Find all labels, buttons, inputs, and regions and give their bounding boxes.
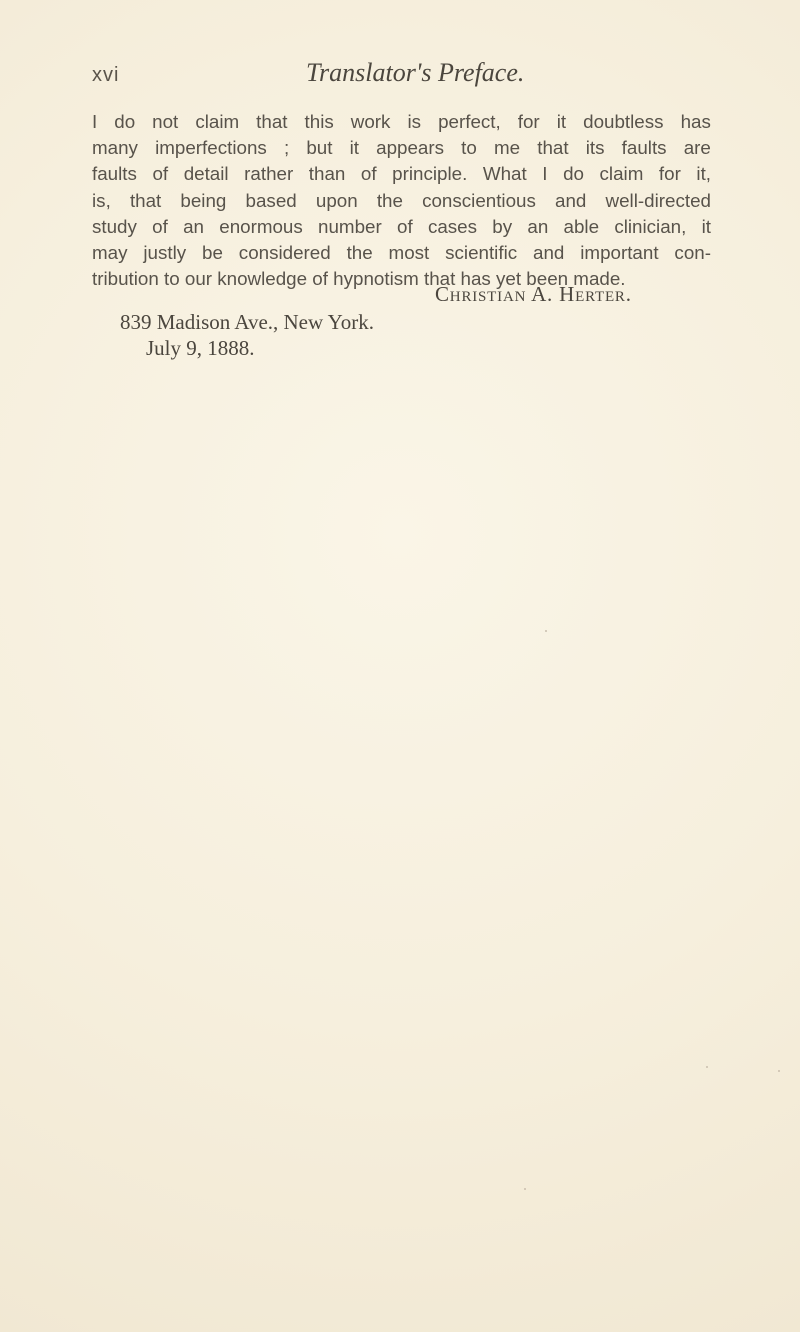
address: 839 Madison Ave., New York.: [120, 310, 374, 334]
word: for: [517, 111, 540, 132]
word: important: [580, 241, 659, 263]
word: me: [494, 137, 521, 159]
word: has: [680, 111, 711, 132]
word: many: [92, 137, 138, 159]
word: faults: [621, 137, 667, 159]
word: perfect,: [438, 111, 501, 132]
word: imperfections: [155, 137, 267, 159]
paper-speck: [706, 1066, 708, 1068]
word: this: [304, 111, 334, 132]
word: is: [407, 111, 422, 132]
text-line-1: [92, 109, 711, 135]
word: but: [306, 137, 333, 159]
word: of: [397, 215, 413, 237]
word: it: [349, 137, 359, 159]
text-line-2: [92, 135, 711, 161]
word: considered: [238, 241, 331, 263]
word: the: [376, 189, 403, 211]
word: an: [183, 215, 204, 237]
word: of: [152, 215, 168, 237]
word: it,: [696, 163, 711, 185]
date: July 9, 1888.: [146, 336, 255, 360]
word: principle.: [392, 163, 468, 185]
word: study: [92, 215, 137, 237]
word: upon: [315, 189, 358, 211]
word: be: [202, 241, 223, 263]
word: of: [360, 163, 377, 185]
word: I: [542, 163, 548, 185]
word: of: [152, 163, 169, 185]
word: claim: [599, 163, 644, 185]
word: not: [152, 111, 179, 132]
word: con-: [674, 241, 711, 263]
word: and: [533, 241, 565, 263]
text-line-3: [92, 161, 711, 187]
word: to: [461, 137, 477, 159]
word: detail: [183, 163, 229, 185]
word: being: [180, 189, 227, 211]
running-head: [92, 58, 712, 98]
text-line-7: tribution to our knowledge of hypnotism that has yet been made.: [92, 268, 626, 290]
word: doubtless: [583, 111, 664, 132]
word: enormous: [219, 215, 303, 237]
word: scientific: [445, 241, 518, 263]
word: work: [350, 111, 391, 132]
word: able: [563, 215, 600, 237]
word: appears: [376, 137, 445, 159]
word: conscientious: [422, 189, 536, 211]
word: number: [318, 215, 382, 237]
word: by: [492, 215, 513, 237]
word: rather: [244, 163, 294, 185]
paper-speck: [524, 1188, 526, 1190]
paper-speck: [545, 630, 547, 632]
text-line-5: [92, 214, 711, 240]
word: well-directed: [605, 189, 711, 211]
word: most: [388, 241, 430, 263]
word: clinician,: [614, 215, 687, 237]
word: the: [346, 241, 373, 263]
word: is,: [92, 189, 111, 211]
text-line-6: [92, 240, 711, 266]
word: it: [701, 215, 711, 237]
word: that: [537, 137, 569, 159]
translator-signature: Christian A. Herter.: [435, 282, 632, 306]
word: and: [555, 189, 587, 211]
word: an: [527, 215, 549, 237]
word: its: [585, 137, 605, 159]
text-line-4: [92, 188, 711, 214]
word: are: [683, 137, 711, 159]
word: I: [92, 111, 98, 132]
word: cases: [427, 215, 477, 237]
word: justly: [143, 241, 187, 263]
word: based: [245, 189, 297, 211]
word: that: [256, 111, 288, 132]
running-title: Translator's Preface.: [306, 58, 525, 87]
word: that: [129, 189, 162, 211]
word: for: [658, 163, 681, 185]
page-number: xvi: [92, 64, 120, 86]
word: claim: [195, 111, 240, 132]
word: may: [92, 241, 128, 263]
paper-speck: [778, 1070, 780, 1072]
word: do: [114, 111, 136, 132]
word: than: [308, 163, 346, 185]
word: it: [556, 111, 567, 132]
word: faults: [92, 163, 137, 185]
preface-paragraph: [92, 109, 711, 292]
word: do: [563, 163, 584, 185]
word: ;: [283, 137, 290, 159]
word: What: [482, 163, 527, 185]
